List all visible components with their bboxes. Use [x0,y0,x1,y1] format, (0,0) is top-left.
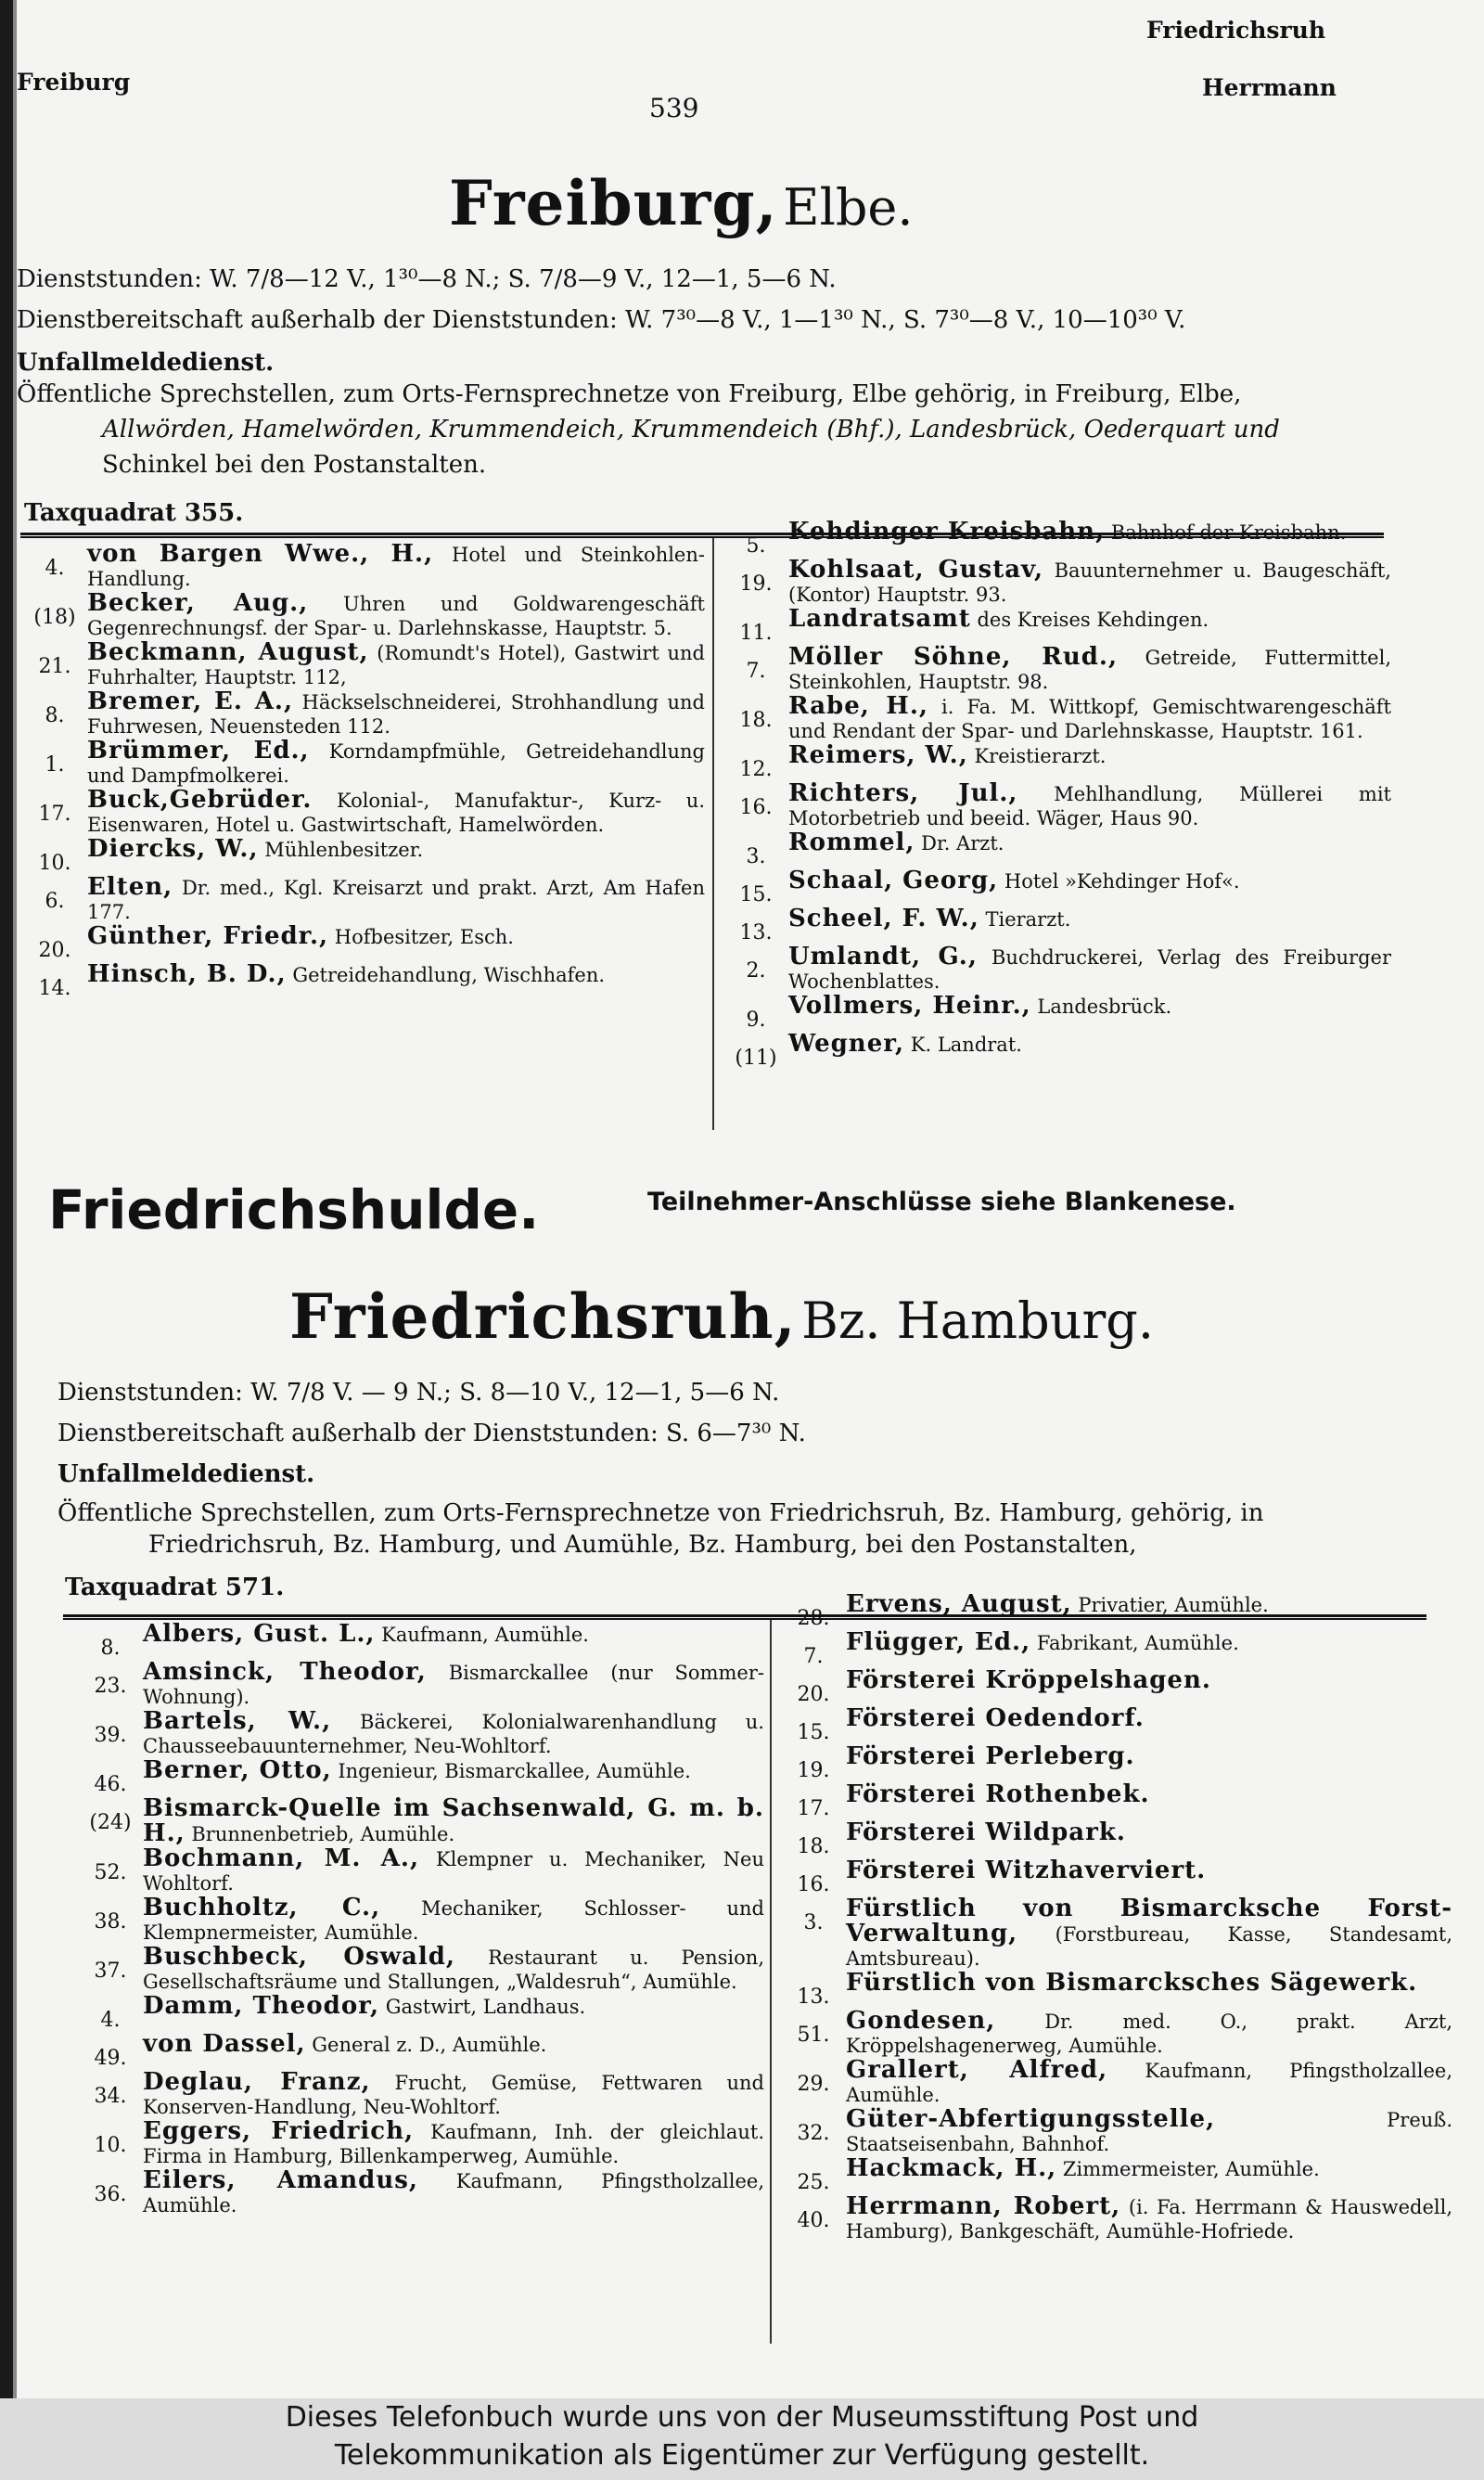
list-item: 21. Beckmann, August, (Romundt's Hotel), Gastwirt und Fuhrhalter, Hauptstr. 112, [38,638,705,688]
running-header-right-top: Friedrichsruh [1146,17,1326,44]
freiburg-right-column [723,520,1391,1070]
list-item: 8. Albers, Gust. L., Kaufmann, Aumühle. [100,1620,589,1660]
list-item: 17. Buck,Gebrüder. Kolonial-, Manufaktur-, Kurz- u. Eisenwaren, Hotel u. Gastwirtschaft, Hamelwörden. [38,786,705,836]
list-item: 14. Hinsch, B. D., Getreidehandlung, Wischhafen. [38,960,606,1000]
list-item: 18. Rabe, H., i. Fa. M. Wittkopf, Gemischtwarengeschäft und Rendant der Spar- und Darlehnskasse, Hauptstr. 161. [739,692,1391,742]
friedrichsruh-right-column [781,1592,1452,2243]
friedrichsruh-dienststunden: Dienststunden: W. 7/8 V. — 9 N.; S. 8—10 V., 12—1, 5—6 N. [58,1379,780,1407]
freiburg-sprechstellen-2: Allwörden, Hamelwörden, Krummendeich, Krummendeich (Bhf.), Landesbrück, Oederquart und [102,416,1280,443]
list-item: 51. Gondesen, Dr. med. O., prakt. Arzt, Kröppelshagenerweg, Aumühle. [797,2007,1452,2057]
list-item: 13. Fürstlich von Bismarcksches Sägewerk. [797,1969,1418,2009]
title-friedrichsruh-suffix: Bz. Hamburg. [801,1291,1155,1350]
list-item: 15. Försterei Oedendorf. [797,1704,1145,1744]
footer-line-2: Telekommunikation als Eigentümer zur Verfügung gestellt. [334,2439,1150,2472]
list-item: 4. Damm, Theodor, Gastwirt, Landhaus. [100,1992,586,2032]
friedrichsruh-left-column [78,1622,764,2217]
freiburg-sprechstellen-1: Öffentliche Sprechstellen, zum Orts-Fernsprechnetze von Freiburg, Elbe gehörig, in Freiburg, Elbe, [17,380,1242,408]
list-item: 39. Bartels, W., Bäckerei, Kolonialwarenhandlung u. Chausseebauunternehmer, Neu-Wohltorf. [94,1707,764,1757]
section-title-freiburg [449,167,914,239]
list-item: 36. Eilers, Amandus, Kaufmann, Pfingstholzallee, Aumühle. [94,2166,764,2217]
list-item: 29. Grallert, Alfred, Kaufmann, Pfingstholzallee, Aumühle. [797,2056,1453,2106]
list-item: 16. Försterei Witzhaverviert. [797,1857,1207,1896]
list-item: (11) Wegner, K. Landrat. [735,1030,1022,1070]
friedrichsruh-unfallmeldedienst: Unfallmeldedienst. [58,1460,315,1488]
list-item: 8. Bremer, E. A., Häckselschneiderei, Strohhandlung und Fuhrwesen, Neuensteden 112. [45,687,705,738]
friedrichsruh-taxquadrat: Taxquadrat 571. [65,1574,285,1601]
title-freiburg: Freiburg, [449,167,778,239]
page-number: 539 [649,93,699,123]
list-item: 16. Richters, Jul., Mehlhandlung, Müllerei mit Motorbetrieb und beeid. Wäger, Haus 90. [739,779,1391,829]
list-item: 1. Brümmer, Ed., Korndampfmühle, Getreidehandlung und Dampfmolkerei. [45,737,705,787]
freiburg-dienststunden: Dienststunden: W. 7/8—12 V., 1³⁰—8 N.; S. 7/8—9 V., 12—1, 5—6 N. [17,265,837,293]
list-item: 18. Försterei Wildpark. [797,1818,1126,1858]
list-item: 17. Försterei Rothenbek. [797,1780,1150,1820]
list-item: 7. Flügger, Ed., Fabrikant, Aumühle. [803,1628,1239,1668]
section-title-friedrichshulde: Friedrichshulde. [48,1178,540,1241]
list-item: 23. Amsinck, Theodor, Bismarckallee (nur Sommer-Wohnung). [94,1658,764,1708]
friedrichsruh-sprechstellen-1: Öffentliche Sprechstellen, zum Orts-Fernsprechnetze von Friedrichsruh, Bz. Hamburg, gehörig, in [58,1499,1264,1527]
list-item: 13. Scheel, F. W., Tierarzt. [739,905,1071,944]
list-item: 19. Försterei Perleberg. [797,1742,1135,1782]
list-item: 6. Elten, Dr. med., Kgl. Kreisarzt und prakt. Arzt, Am Hafen 177. [45,873,705,923]
freiburg-unfallmeldedienst: Unfallmeldedienst. [17,349,275,377]
freiburg-sprechstellen-3: Schinkel bei den Postanstalten. [102,451,487,479]
title-friedrichsruh: Friedrichsruh, [289,1280,797,1353]
list-item: 52. Bochmann, M. A., Klempner u. Mechaniker, Neu Wohltorf. [94,1844,764,1895]
list-item: 9. Vollmers, Heinr., Landesbrück. [746,992,1172,1032]
list-item: 4. von Bargen Wwe., H., Hotel und Steinkohlen-Handlung. [45,540,705,590]
freiburg-taxquadrat: Taxquadrat 355. [24,499,244,527]
book-spine-shadow [0,0,13,2398]
list-item: 5. Kehdinger Kreisbahn, Bahnhof der Kreisbahn. [746,518,1347,558]
list-item: 37. Buschbeck, Oswald, Restaurant u. Pension, Gesellschaftsräume und Stallungen, „Waldesruh“, Aumühle. [94,1943,764,1993]
list-item: 38. Buchholtz, C., Mechaniker, Schlosser- und Klempnermeister, Aumühle. [94,1894,765,1944]
list-item: 19. Kohlsaat, Gustav, Bauunternehmer u. Baugeschäft, (Kontor) Hauptstr. 93. [739,556,1391,606]
freiburg-dienstbereitschaft: Dienstbereitschaft außerhalb der Dienststunden: W. 7³⁰—8 V., 1—1³⁰ N., S. 7³⁰—8 V., 10—10³⁰ V. [17,306,1186,334]
friedrichshulde-note: Teilnehmer-Anschlüsse siehe Blankenese. [647,1188,1236,1216]
list-item: 20. Försterei Kröppelshagen. [797,1666,1211,1706]
running-header-left: Freiburg [17,69,131,96]
list-item: 25. Hackmack, H., Zimmermeister, Aumühle. [797,2154,1320,2194]
list-item: (24) Bismarck-Quelle im Sachsenwald, G. m. b. H., Brunnenbetrieb, Aumühle. [89,1794,764,1847]
friedrichsruh-column-divider [770,1620,772,2344]
list-item: 3. Fürstlich von Bismarcksche Forst-Verwaltung, (Forstbureau, Kasse, Standesamt, Amtsbureau). [803,1895,1452,1970]
freiburg-column-divider [712,538,714,1130]
footer-line-1: Dieses Telefonbuch wurde uns von der Museumsstiftung Post und [285,2401,1199,2434]
running-header-right-bottom: Herrmann [1202,74,1337,101]
list-item: 10. Diercks, W., Mühlenbesitzer. [38,835,424,875]
freiburg-left-column [22,542,705,1000]
title-freiburg-suffix: Elbe. [783,178,914,237]
list-item: 32. Güter-Abfertigungsstelle, Preuß. Staatseisenbahn, Bahnhof. [797,2105,1452,2155]
list-item: 20. Günther, Friedr., Hofbesitzer, Esch. [38,922,514,962]
list-item: 49. von Dassel, General z. D., Aumühle. [94,2030,547,2070]
list-item: 28. Ervens, August, Privatier, Aumühle. [797,1590,1269,1630]
list-item: 3. Rommel, Dr. Arzt. [746,829,1004,868]
list-item: 34. Deglau, Franz, Frucht, Gemüse, Fettwaren und Konserven-Handlung, Neu-Wohltorf. [94,2068,764,2118]
friedrichsruh-sprechstellen-2: Friedrichsruh, Bz. Hamburg, und Aumühle, Bz. Hamburg, bei den Postanstalten, [148,1531,1137,1559]
section-title-friedrichsruh [289,1280,1154,1353]
list-item: 11. Landratsamt des Kreises Kehdingen. [739,605,1209,645]
list-item: 7. Möller Söhne, Rud., Getreide, Futtermittel, Steinkohlen, Hauptstr. 98. [746,643,1391,693]
list-item: 46. Berner, Otto, Ingenieur, Bismarckallee, Aumühle. [94,1756,691,1796]
attribution-footer [0,2398,1484,2480]
list-item: 10. Eggers, Friedrich, Kaufmann, Inh. der gleichlaut. Firma in Hamburg, Billenkamperweg, Aumühle. [94,2117,764,2167]
list-item: 15. Schaal, Georg, Hotel »Kehdinger Hof«. [739,867,1240,906]
list-item: 40. Herrmann, Robert, (i. Fa. Herrmann & Hauswedell, Hamburg), Bankgeschäft, Aumühle-Hofriede. [797,2192,1452,2242]
list-item: 12. Reimers, W., Kreistierarzt. [739,741,1107,781]
list-item: 2. Umlandt, G., Buchdruckerei, Verlag des Freiburger Wochenblattes. [746,943,1391,993]
friedrichsruh-dienstbereitschaft: Dienstbereitschaft außerhalb der Dienststunden: S. 6—7³⁰ N. [58,1420,806,1447]
list-item: (18) Becker, Aug., Uhren und Goldwarengeschäft Gegenrechnungsf. der Spar- u. Darlehnskasse, Hauptstr. 5. [33,589,705,639]
